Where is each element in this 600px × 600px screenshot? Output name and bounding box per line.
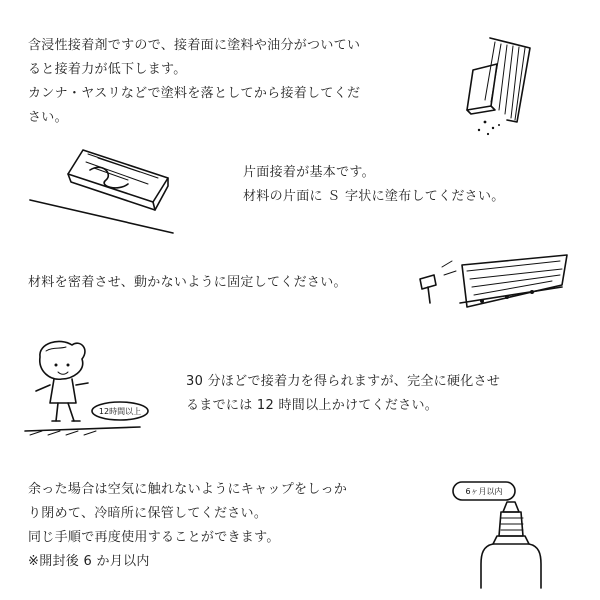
s5-line-3: 同じ手順で再度使用することができます。 [28, 530, 280, 545]
glued-board-icon [28, 140, 178, 235]
s3-line-1: 材料を密着させ、動かないように固定してください。 [28, 275, 347, 290]
section-5-text [28, 478, 347, 574]
s4-line-2: るまでには 12 時間以上かけてください。 [186, 398, 439, 413]
child-waiting-icon [20, 335, 155, 450]
section-3-text [28, 271, 347, 295]
section-1-text [28, 34, 360, 130]
s5-badge: 6ヶ月以内 [465, 487, 503, 496]
s4-line-1: 30 分ほどで接着力を得られますが、完全に硬化させ [186, 374, 501, 389]
sanding-block-icon [455, 30, 545, 140]
section-4-text [186, 370, 500, 418]
s5-line-2: り閉めて、冷暗所に保管してください。 [28, 506, 268, 521]
s5-line-4: ※開封後 6 か月以内 [28, 554, 150, 569]
s2-line-2: 材料の片面に Ｓ 字状に塗布してください。 [243, 189, 505, 204]
clamp-board-icon [412, 245, 572, 325]
s1-line-3: カンナ・ヤスリなどで塗料を落としてから接着してくだ [28, 86, 361, 101]
s1-line-4: さい。 [28, 110, 68, 125]
s5-line-1: 余った場合は空気に触れないようにキャップをしっか [28, 482, 348, 497]
section-2-text [243, 161, 505, 209]
s2-line-1: 片面接着が基本です。 [243, 165, 375, 180]
s1-line-1: 含浸性接着剤ですので、接着面に塗料や油分がついてい [28, 38, 361, 53]
s1-line-2: ると接着力が低下します。 [28, 62, 187, 77]
s4-badge: 12時間以上 [98, 407, 142, 416]
glue-bottle-icon [445, 478, 555, 588]
